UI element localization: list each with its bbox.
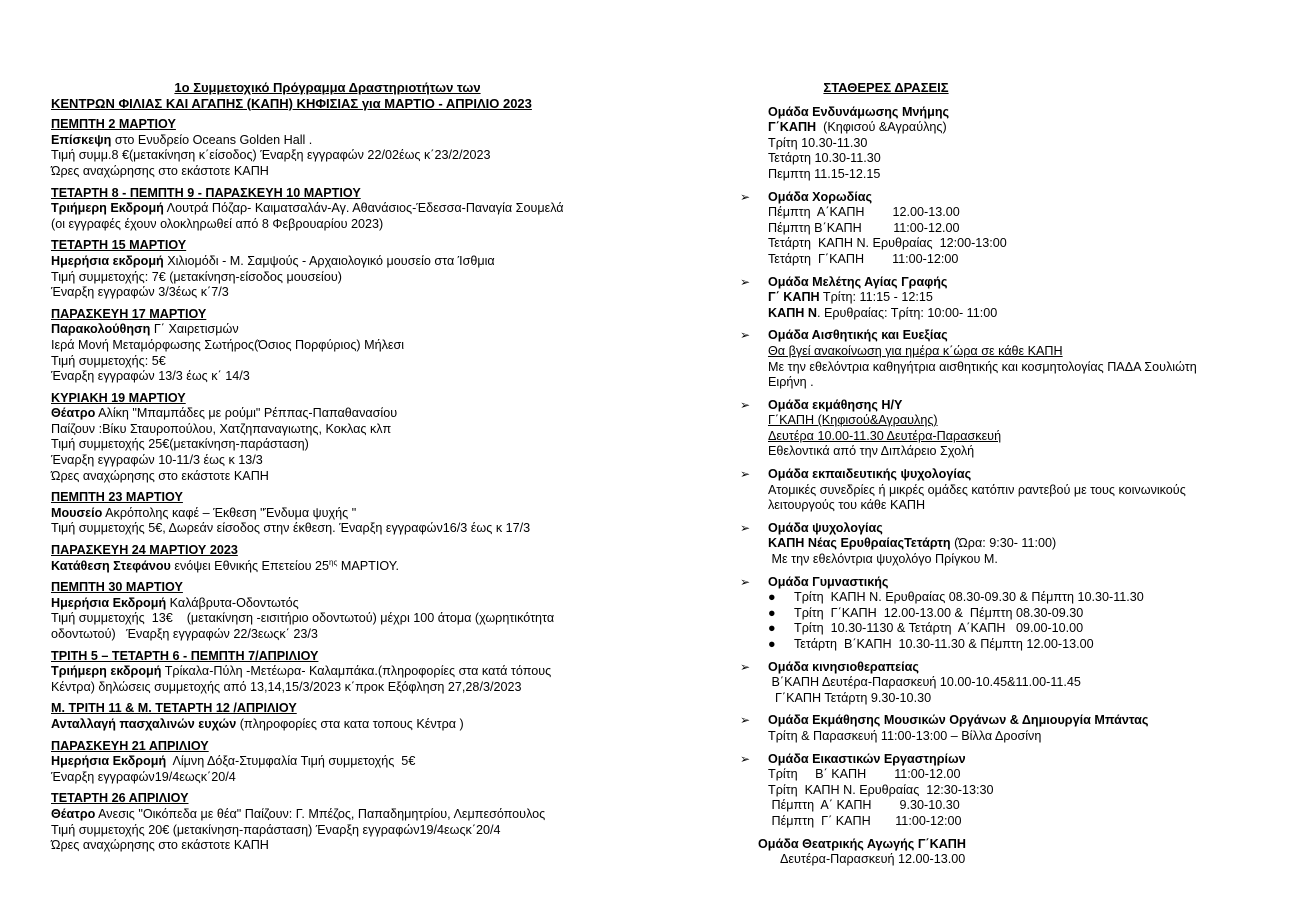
event-date: ΠΕΜΠΤΗ 2 ΜΑΡΤΙΟΥ — [51, 117, 176, 132]
round-bullet-icon: ● — [768, 605, 776, 620]
arrow-bullet-icon: ➢ — [740, 328, 751, 343]
arrow-bullet-icon: ➢ — [740, 574, 751, 589]
event-description: Χιλιομόδι - Μ. Σαμψούς - Αρχαιολογικό μουσείο στα Ίσθμια — [163, 253, 495, 268]
group-heading: Ομάδα Μελέτης Αγίας Γραφής — [768, 274, 948, 289]
event-type: Ημερήσια Εκδρομή — [51, 595, 167, 610]
group-detail: λειτουργούς του κάθε ΚΑΠΗ — [768, 498, 926, 513]
list-item: ● Τρίτη Γ΄ΚΑΠΗ 12.00-13.00 & Πέμπτη 08.30-09.30 — [768, 605, 1084, 620]
group-schedule: Πέμπτη Α΄ ΚΑΠΗ 9.30-10.30 — [768, 798, 960, 813]
group-detail: Ατομικές συνεδρίες ή μικρές ομάδες κατόπιν ραντεβού με τους κοινωνικούς — [768, 482, 1186, 497]
activity-group — [740, 275, 1260, 322]
arrow-bullet-icon: ➢ — [740, 467, 751, 482]
event-description-end: ΜΑΡΤΙΟΥ. — [337, 558, 400, 573]
event-description: στο Ενυδρείο Oceans Golden Hall . — [111, 132, 313, 147]
ordinal-suffix: ης — [329, 557, 338, 567]
event-description: Αλίκη "Μπαμπάδες με ρούμι" Ρέππας-Παπαθανασίου — [95, 406, 398, 421]
round-bullet-icon: ● — [768, 637, 776, 651]
group-heading: Ομάδα εκπαιδευτικής ψυχολογίας — [768, 467, 972, 482]
event-description: (πληροφορίες στα κατα τοπους Κέντρα ) — [236, 716, 464, 731]
event-section — [51, 791, 681, 853]
event-detail: Τιμή συμμετοχής 5€, Δωρεάν είσοδος στην έκθεση. Έναρξη εγγραφών16/3 έως κ 17/3 — [51, 521, 531, 536]
event-detail: Παίζουν :Βίκυ Σταυροπούλου, Χατζηπαναγιωτης, Κοκλας κλπ — [51, 421, 392, 436]
event-detail: Έναρξη εγγραφών19/4εωςκ΄20/4 — [51, 769, 236, 784]
group-heading: Ομάδα κινησιοθεραπείας — [768, 659, 919, 674]
group-schedule: Δευτέρα-Παρασκευή 12.00-13.00 — [780, 852, 966, 867]
group-heading: Ομάδα Εκμάθησης Μουσικών Οργάνων & Δημιουργία Μπάντας — [768, 713, 1149, 728]
event-detail: Ώρες αναχώρησης στο εκάστοτε ΚΑΠΗ — [51, 163, 269, 178]
activity-group — [740, 660, 1260, 707]
event-date: ΚΥΡΙΑΚΗ 19 ΜΑΡΤΙΟΥ — [51, 390, 186, 405]
group-schedule: Πέμπτη Β΄ΚΑΠΗ 11:00-12.00 — [768, 220, 960, 235]
event-date: ΠΑΡΑΣΚΕΥΗ 17 ΜΑΡΤΙΟΥ — [51, 306, 207, 321]
event-detail: Τιμή συμμετοχής: 5€ — [51, 353, 166, 368]
event-type: Τριήμερη εκδρομή — [51, 664, 162, 679]
event-section — [51, 739, 681, 786]
activity-group — [740, 713, 1260, 744]
event-type: Τριήμερη Εκδρομή — [51, 201, 164, 216]
group-heading: Ομάδα εκμάθησης Η/Υ — [768, 397, 903, 412]
event-type: Ανταλλαγή πασχαλινών ευχών — [51, 716, 237, 731]
group-schedule: Τρίτη 10.30-11.30 — [768, 135, 868, 150]
group-address: (Κηφισού &Αγραύλης) — [816, 120, 947, 135]
event-date: ΤΕΤΑΡΤΗ 15 ΜΑΡΤΙΟΥ — [51, 238, 187, 253]
program-title: 1ο Συμμετοχικό Πρόγραμμα Δραστηριοτήτων των — [174, 80, 481, 95]
group-location: Γ΄ΚΑΠΗ (Κηφισού&Αγραυλης) — [768, 413, 938, 428]
event-detail: Ώρες αναχώρησης στο εκάστοτε ΚΑΠΗ — [51, 468, 269, 483]
event-type: Κατάθεση Στεφάνου — [51, 558, 171, 573]
group-detail: Εθελοντικά από την Διπλάρειο Σχολή — [768, 444, 975, 459]
event-date: ΠΕΜΠΤΗ 30 ΜΑΡΤΙΟΥ — [51, 580, 183, 595]
group-heading: Ομάδα Θεατρικής Αγωγής Γ΄ΚΑΠΗ — [758, 836, 966, 851]
group-schedule: Τρίτη & Παρασκευή 11:00-13:00 – Βίλλα Δροσίνη — [768, 728, 1042, 743]
group-schedule: Δευτέρα 10.00-11.30 Δευτέρα-Παρασκευή — [768, 428, 1002, 443]
event-detail: Τιμή συμμετοχής 25€(μετακίνηση-παράσταση) — [51, 437, 309, 452]
event-date: Μ. ΤΡΙΤΗ 11 & Μ. ΤΕΤΑΡΤΗ 12 /ΑΠΡΙΛΙΟΥ — [51, 701, 297, 716]
group-schedule: Πέμπτη Γ΄ ΚΑΠΗ 11:00-12:00 — [768, 813, 962, 828]
list-item: ● Τετάρτη Β΄ΚΑΠΗ 10.30-11.30 & Πέμπτη 12.00-13.00 — [768, 637, 1094, 651]
event-description: Τρίκαλα-Πύλη -Μετέωρα- Καλαμπάκα.(πληροφορίες στα κατά τόπους — [161, 664, 552, 679]
group-schedule: Τετάρτη 10.30-11.30 — [768, 151, 881, 166]
activity-group — [740, 105, 1260, 183]
event-detail: οδοντωτού) Έναρξη εγγραφών 22/3εωςκ΄ 23/3 — [51, 627, 318, 641]
round-bullet-icon: ● — [768, 590, 776, 605]
event-detail: Κέντρα) δηλώσεις συμμετοχής από 13,14,15/3/2023 κ΄προκ Εξόφληση 27,28/3/2023 — [51, 679, 522, 694]
right-column — [740, 80, 1260, 868]
group-heading: Ομάδα Γυμναστικής — [768, 574, 889, 589]
group-detail: Ειρήνη . — [768, 375, 814, 390]
event-type: Ημερήσια Εκδρομή — [51, 754, 167, 769]
group-location: Γ΄ ΚΑΠΗ — [768, 290, 820, 305]
group-detail: Με την εθελόντρια ψυχολόγο Πρίγκου Μ. — [768, 552, 998, 567]
round-bullet-icon: ● — [768, 621, 776, 636]
group-location: Γ΄ΚΑΠΗ — [768, 120, 817, 135]
group-schedule: Πεμπτη 11.15-12.15 — [768, 166, 881, 181]
event-type: Θέατρο — [51, 406, 96, 421]
arrow-bullet-icon: ➢ — [740, 274, 751, 289]
event-date: ΤΕΤΑΡΤΗ 8 - ΠΕΜΠΤΗ 9 - ΠΑΡΑΣΚΕΥΗ 10 ΜΑΡΤΙΟΥ — [51, 185, 361, 200]
event-description: Λίμνη Δόξα-Στυμφαλία Τιμή συμμετοχής 5€ — [166, 754, 416, 769]
group-schedule: Τρίτη Β΄ ΚΑΠΗ 11:00-12.00 — [768, 767, 961, 782]
group-heading: Ομάδα Εικαστικών Εργαστηρίων — [768, 751, 966, 766]
event-description: Ακρόπολης καφέ – Έκθεση "Ένδυμα ψυχής " — [102, 505, 357, 520]
event-date: ΠΑΡΑΣΚΕΥΗ 24 ΜΑΡΤΙΟΥ 2023 — [51, 543, 238, 558]
event-description: Λουτρά Πόζαρ- Καιματσαλάν-Αγ. Αθανάσιος-Έδεσσα-Παναγία Σουμελά — [163, 201, 564, 216]
activity-group — [740, 190, 1260, 268]
event-section — [51, 649, 681, 696]
event-detail: Έναρξη εγγραφών 13/3 έως κ΄ 14/3 — [51, 369, 250, 384]
event-date: ΤΕΤΑΡΤΗ 26 ΑΠΡΙΛΙΟΥ — [51, 791, 189, 806]
group-schedule: Πέμπτη Α΄ΚΑΠΗ 12.00-13.00 — [768, 205, 960, 220]
event-detail: Τιμή συμμετοχής 13€ (μετακίνηση -εισιτήριο οδοντωτού) μέχρι 100 άτομα (χωρητικότητα — [51, 611, 555, 626]
event-detail: Ιερά Μονή Μεταμόρφωσης Σωτήρος(Όσιος Πορφύριος) Μήλεσι — [51, 337, 405, 352]
group-schedule: . Ερυθραίας: Τρίτη: 10:00- 11:00 — [816, 305, 998, 320]
event-detail: Ώρες αναχώρησης στο εκάστοτε ΚΑΠΗ — [51, 838, 269, 853]
activity-group — [740, 467, 1260, 514]
event-section — [51, 701, 681, 732]
fixed-activities-title: ΣΤΑΘΕΡΕΣ ΔΡΑΣΕΙΣ — [823, 80, 949, 95]
group-note: Θα βγεί ανακοίνωση για ημέρα κ΄ώρα σε κάθε ΚΑΠΗ — [768, 343, 1063, 358]
left-column — [51, 80, 681, 854]
event-section — [51, 238, 681, 300]
event-section — [51, 543, 681, 574]
event-description: ενόψει Εθνικής Επετείου 25 — [170, 558, 330, 573]
program-subtitle: ΚΕΝΤΡΩΝ ΦΙΛΙΑΣ ΚΑΙ ΑΓΑΠΗΣ (ΚΑΠΗ) ΚΗΦΙΣΙΑΣ για ΜΑΡΤΙΟ - ΑΠΡΙΛΙΟ 2023 — [51, 95, 532, 111]
event-type: Παρακολούθηση — [51, 322, 151, 337]
event-section — [51, 391, 681, 485]
activity-group — [740, 752, 1260, 830]
event-description: Ανεσις "Οικόπεδα με θέα" Παίζουν: Γ. Μπέζος, Παπαδημητρίου, Λεμπεσόπουλος — [95, 806, 546, 821]
group-detail: Με την εθελόντρια καθηγήτρια αισθητικής και κοσμητολογίας ΠΑΔΑ Σουλιώτη — [768, 359, 1197, 374]
event-type: Επίσκεψη — [51, 132, 112, 147]
event-detail: Έναρξη εγγραφών 3/3έως κ΄7/3 — [51, 285, 229, 300]
group-location: ΚΑΠΗ Ν — [768, 305, 817, 320]
event-date: ΠΑΡΑΣΚΕΥΗ 21 ΑΠΡΙΛΙΟΥ — [51, 738, 209, 753]
group-schedule: Τετάρτη Γ΄ΚΑΠΗ 11:00-12:00 — [768, 251, 959, 266]
event-detail: Έναρξη εγγραφών 10-11/3 έως κ 13/3 — [51, 453, 263, 468]
arrow-bullet-icon: ➢ — [740, 713, 751, 728]
group-schedule: (Ώρα: 9:30- 11:00) — [950, 536, 1057, 551]
activity-group — [740, 398, 1260, 460]
event-detail: (οι εγγραφές έχουν ολοκληρωθεί από 8 Φεβρουαρίου 2023) — [51, 216, 384, 231]
group-schedule: Τρίτη: 11:15 - 12:15 — [819, 290, 933, 305]
event-type: Ημερήσια εκδρομή — [51, 253, 164, 268]
arrow-bullet-icon: ➢ — [740, 397, 751, 412]
activity-group — [740, 575, 1260, 653]
event-description: Καλάβρυτα-Οδοντωτός — [166, 595, 299, 610]
event-type: Θέατρο — [51, 806, 96, 821]
event-type: Μουσείο — [51, 505, 103, 520]
activity-group — [740, 837, 1260, 868]
group-heading: Ομάδα Αισθητικής και Ευεξίας — [768, 328, 948, 343]
activity-group — [740, 328, 1260, 390]
group-schedule: Τρίτη ΚΑΠΗ Ν. Ερυθραίας 12:30-13:30 — [768, 782, 994, 797]
event-section — [51, 117, 681, 179]
event-date: ΠΕΜΠΤΗ 23 ΜΑΡΤΙΟΥ — [51, 490, 183, 505]
event-date: ΤΡΙΤΗ 5 – ΤΕΤΑΡΤΗ 6 - ΠΕΜΠΤΗ 7/ΑΠΡΙΛΙΟΥ — [51, 648, 319, 663]
arrow-bullet-icon: ➢ — [740, 189, 751, 204]
group-heading: Ομάδα Ενδυνάμωσης Μνήμης — [768, 104, 950, 119]
group-location: ΚΑΠΗ Νέας ΕρυθραίαςΤετάρτη — [768, 536, 951, 551]
event-description: Γ΄ Χαιρετισμών — [150, 322, 239, 337]
event-detail: Τιμή συμμετοχής: 7€ (μετακίνηση-είσοδος μουσείου) — [51, 269, 342, 284]
event-section — [51, 186, 681, 233]
event-section — [51, 307, 681, 385]
group-schedule: Τετάρτη ΚΑΠΗ Ν. Ερυθραίας 12:00-13:00 — [768, 236, 1007, 251]
list-item: ● Τρίτη 10.30-1130 & Τετάρτη Α΄ΚΑΠΗ 09.00-10.00 — [768, 621, 1084, 636]
event-section — [51, 490, 681, 537]
arrow-bullet-icon: ➢ — [740, 520, 751, 535]
event-detail: Τιμή συμμ.8 €(μετακίνηση κ΄είσοδος) Έναρξη εγγραφών 22/02έως κ΄23/2/2023 — [51, 148, 491, 163]
group-schedule: Β΄ΚΑΠΗ Δευτέρα-Παρασκευή 10.00-10.45&11.00-11.45 — [768, 675, 1081, 690]
event-detail: Τιμή συμμετοχής 20€ (μετακίνηση-παράσταση) Έναρξη εγγραφών19/4εωςκ΄20/4 — [51, 822, 501, 837]
group-heading: Ομάδα Χορωδίας — [768, 189, 873, 204]
list-item: ● Τρίτη ΚΑΠΗ Ν. Ερυθραίας 08.30-09.30 & Πέμπτη 10.30-11.30 — [768, 590, 1144, 605]
arrow-bullet-icon: ➢ — [740, 659, 751, 674]
group-heading: Ομάδα ψυχολογίας — [768, 520, 883, 535]
arrow-bullet-icon: ➢ — [740, 751, 751, 766]
group-schedule: Γ΄ΚΑΠΗ Τετάρτη 9.30-10.30 — [768, 690, 932, 705]
activity-group — [740, 521, 1260, 568]
event-section — [51, 580, 681, 642]
